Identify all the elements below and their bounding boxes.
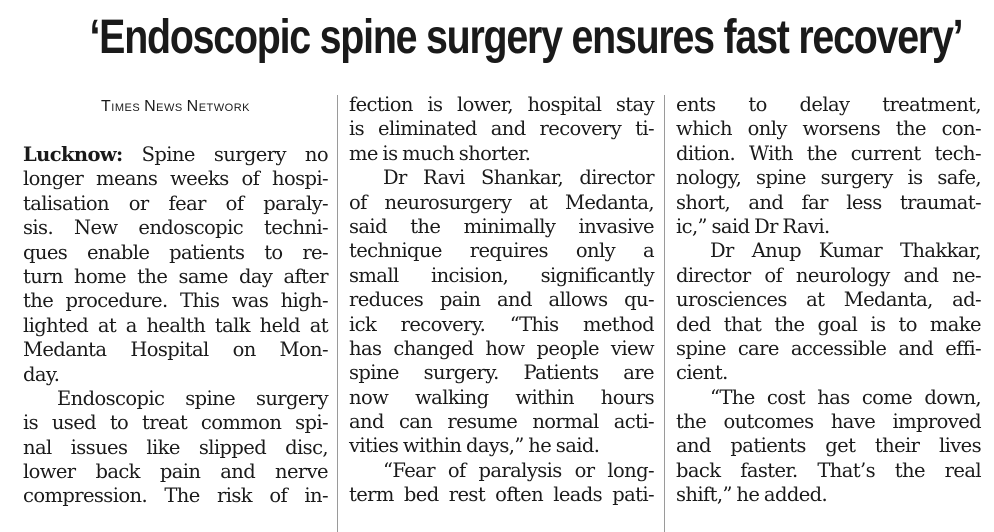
article-column-1 <box>23 93 328 509</box>
text-line: dition. With the current tech- <box>676 141 981 165</box>
text-line: short, and far less traumat- <box>676 190 981 214</box>
text-line: lower back pain and nerve <box>23 460 328 484</box>
text-line: is eliminated and recovery ti- <box>349 117 654 141</box>
text-line: of neurosurgery at Medanta, <box>349 190 654 214</box>
dateline: Lucknow: <box>23 143 123 166</box>
text-line: said the minimally invasive <box>349 214 654 238</box>
text-line: urosciences at Medanta, ad- <box>676 288 981 312</box>
text-line: fection is lower, hospital stay <box>349 93 654 116</box>
text-line: “Fear of paralysis or long- <box>383 458 654 482</box>
text-line: technique requires only a <box>349 239 654 263</box>
text-line: nology, spine surgery is safe, <box>676 166 981 190</box>
text-line: the outcomes have improved <box>676 410 981 434</box>
text-line: and patients get their lives <box>676 434 981 458</box>
headline: ‘Endoscopic spine surgery ensures fast recovery’ <box>89 11 963 64</box>
byline: Times News Network <box>101 98 250 115</box>
text-line: turn home the same day after <box>23 264 328 288</box>
article-body <box>0 93 994 532</box>
article-column-3 <box>676 93 981 508</box>
article-column-2 <box>349 93 654 508</box>
text-line: spine care accessible and effi- <box>676 336 981 360</box>
text-line: and can resume normal acti- <box>349 410 654 434</box>
text-line: shift,” he added. <box>676 483 828 507</box>
text-line: which only worsens the con- <box>676 117 981 141</box>
text-line: Dr Ravi Shankar, director <box>383 166 654 190</box>
text-line: cient. <box>676 361 728 385</box>
text-line: term bed rest often leads pati- <box>349 483 654 507</box>
text-line: back faster. That’s the real <box>676 458 981 482</box>
text-line: me is much shorter. <box>349 141 531 165</box>
text-line: sis. New endoscopic techni- <box>23 216 328 240</box>
text-line: ded that the goal is to make <box>676 312 981 336</box>
text-line: ick recovery. “This method <box>349 312 654 336</box>
text-line: lighted at a health talk held at <box>23 313 328 337</box>
text-line: longer means weeks of hospi- <box>23 167 328 191</box>
text-line: talisation or fear of paraly- <box>23 191 328 215</box>
text-line: now walking within hours <box>349 385 654 409</box>
text-line: the procedure. This was high- <box>23 289 328 313</box>
text-line: Lucknow: Spine surgery no <box>23 143 328 166</box>
text-line: reduces pain and allows qu- <box>349 288 654 312</box>
text-line: spine surgery. Patients are <box>349 361 654 385</box>
text-line: ic,” said Dr Ravi. <box>676 214 830 238</box>
text-line: has changed how people view <box>349 336 654 360</box>
text-line: small incision, significantly <box>349 263 654 287</box>
text-line: Endoscopic spine surgery <box>57 386 328 410</box>
text-line: director of neurology and ne- <box>676 263 981 287</box>
text-line: vities within days,” he said. <box>349 434 600 458</box>
text-line: Medanta Hospital on Mon- <box>23 338 328 362</box>
text-line: compression. The risk of in- <box>23 484 328 508</box>
text-line: is used to treat common spi- <box>23 411 328 435</box>
text-line: Dr Anup Kumar Thakkar, <box>710 239 981 263</box>
text-line: “The cost has come down, <box>710 385 981 409</box>
text-line: ques enable patients to re- <box>23 240 328 264</box>
text-line: day. <box>23 362 60 386</box>
text-line: ents to delay treatment, <box>676 93 981 116</box>
text-line: nal issues like slipped disc, <box>23 435 328 459</box>
